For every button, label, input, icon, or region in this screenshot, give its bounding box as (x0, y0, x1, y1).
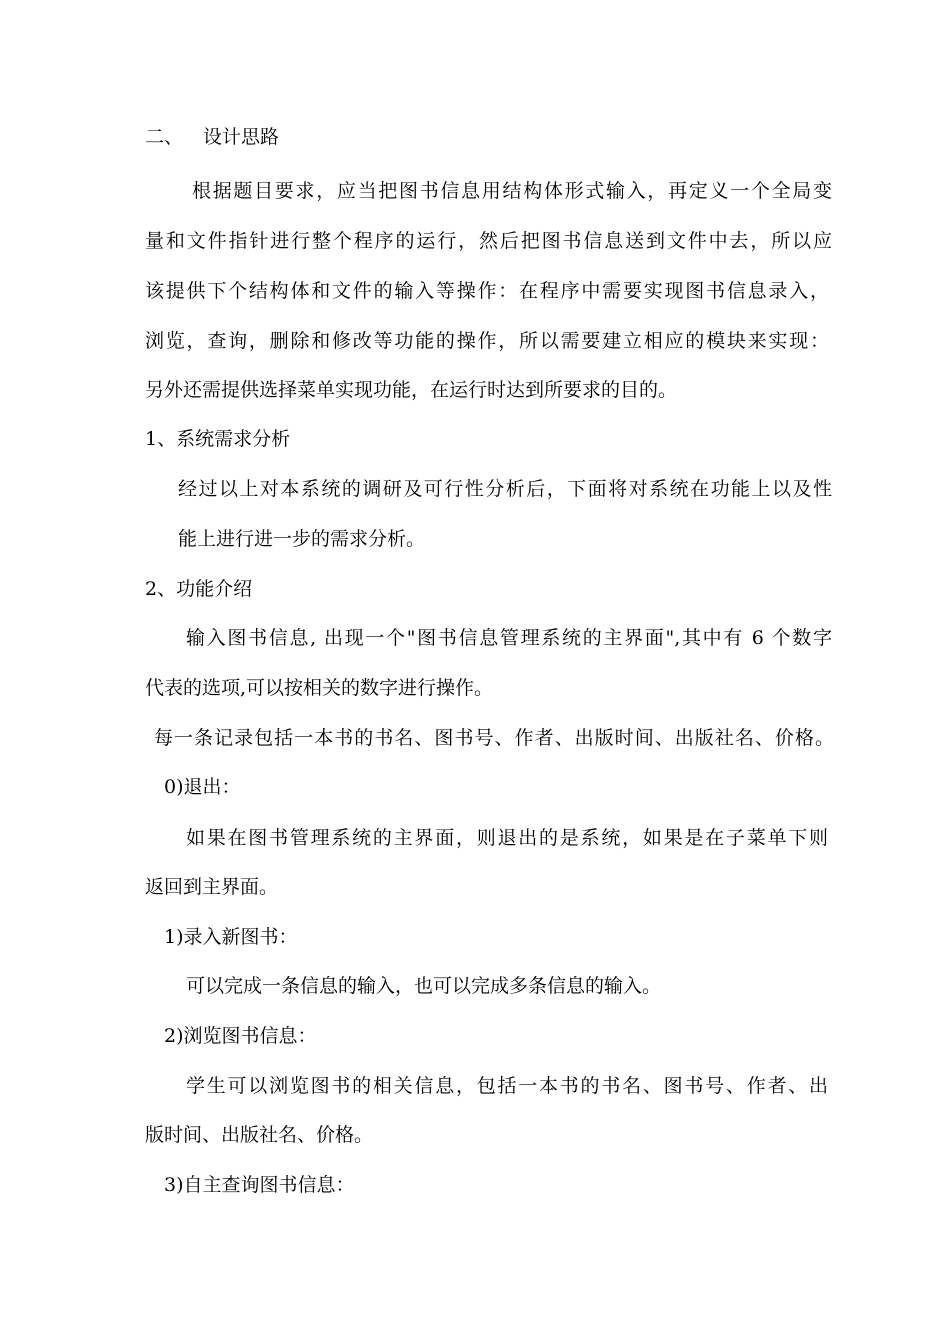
item-0-line-1: 如果在图书管理系统的主界面，则退出的是系统，如果是在子菜单下则 (186, 827, 828, 849)
item-0-title: 0)退出： (164, 776, 241, 798)
item-2-line-2: 版时间、出版社名、价格。 (145, 1124, 374, 1146)
subsection-1-line-1: 经过以上对本系统的调研及可行性分析后，下面将对系统在功能上以及性 (178, 478, 832, 500)
item-2-title: 2)浏览图书信息： (164, 1025, 317, 1047)
item-1-title: 1)录入新图书： (164, 926, 298, 948)
item-2-line-1: 学生可以浏览图书的相关信息，包括一本书的书名、图书号、作者、出 (186, 1075, 828, 1097)
intro-line-3: 该提供下个结构体和文件的输入等操作：在程序中需要实现图书信息录入， (145, 280, 829, 302)
intro-line-4: 浏览，查询，删除和修改等功能的操作，所以需要建立相应的模块来实现： (145, 330, 829, 352)
intro-line-2: 量和文件指针进行整个程序的运行，然后把图书信息送到文件中去，所以应 (145, 230, 832, 252)
intro-line-5: 另外还需提供选择菜单实现功能，在运行时达到所要求的目的。 (145, 379, 678, 401)
section-number: 二、 (145, 126, 184, 148)
intro-line-1: 根据题目要求，应当把图书信息用结构体形式输入，再定义一个全局变 (192, 180, 832, 202)
subsection-1-line-2: 能上进行进一步的需求分析。 (178, 528, 426, 550)
section-title: 设计思路 (203, 126, 280, 148)
subsection-2-record-line: 每一条记录包括一本书的书名、图书号、作者、出版时间、出版社名、价格。 (154, 727, 834, 749)
item-1-line-1: 可以完成一条信息的输入，也可以完成多条信息的输入。 (186, 975, 662, 997)
subsection-2-intro-line-2: 代表的选项,可以按相关的数字进行操作。 (145, 677, 494, 699)
item-0-line-2: 返回到主界面。 (145, 876, 279, 898)
subsection-2-intro-line-1: 输入图书信息, 出现一个"图书信息管理系统的主界面",其中有 6 个数字 (186, 627, 832, 649)
subsection-1-title: 1、系统需求分析 (145, 428, 291, 450)
item-3-title: 3)自主查询图书信息： (164, 1174, 355, 1196)
subsection-2-title: 2、功能介绍 (145, 578, 253, 600)
